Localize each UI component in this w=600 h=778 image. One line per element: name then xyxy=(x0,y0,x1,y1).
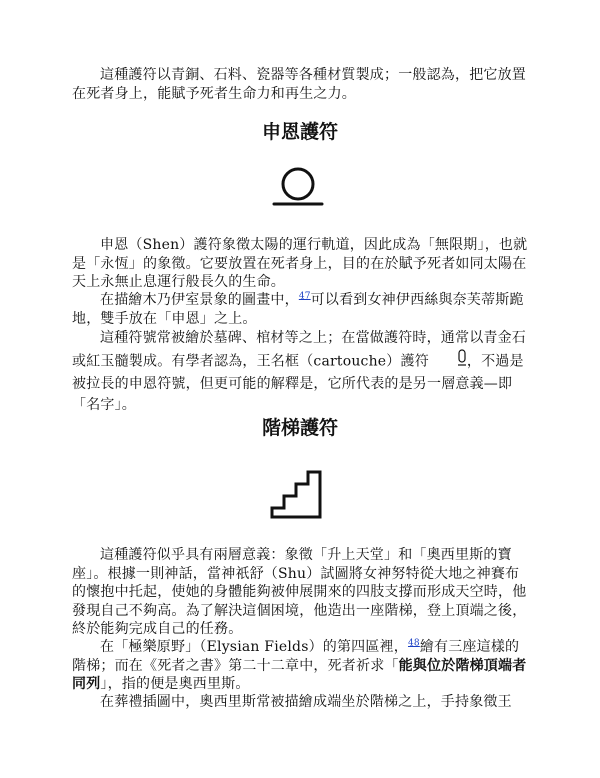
stairs-paragraph-2: 在「極樂原野」（Elysian Fields）的第四區裡，$^{48}$繪有三座這樣的階梯；而在《死者之書》第二十二章中，死者祈求「能與位於階梯頂端者同列」，指的便是奧西里斯。 xyxy=(72,638,527,692)
stairs-paragraph-1: 這種護符似乎具有兩層意義：象徵「升上天堂」和「奧西里斯的寶座」。根據一則神話，當神祇舒（Shu）試圖將女神努特從大地之神賽布的懷抱中托起，使她的身體能夠被伸展開來的四肢支撐而形成天空時，他發現自己不夠高。為了解決這個困境，他造出一座階梯，登上頂端之後，終於能夠完成自己的任務。 xyxy=(72,547,527,637)
shen-paragraph-2: 在描繪木乃伊室景象的圖畫中，$^{47}$可以看到女神伊西絲與奈芙蒂斯跪地，雙手放在「申恩」之上。 xyxy=(72,291,524,327)
staircase-icon xyxy=(268,462,330,522)
shen-paragraph-1: 申恩（Shen）護符象徵太陽的運行軌道，因此成為「無限期」，也就是「永恆」的象徵。它要放置在死者身上，目的在於賦予死者如同太陽在天上永無止息運行般長久的生命。 xyxy=(72,237,528,290)
footnote-ref-47[interactable]: 47 xyxy=(298,291,311,302)
section-heading-shen: 申恩護符 xyxy=(261,121,338,143)
bold-quote: 能與位於階梯頂端者同列 xyxy=(72,657,527,692)
intro-paragraph: 這種護符以青銅、石料、瓷器等各種材質製成；一般認為，把它放置在死者身上，能賦予死者生命力和再生之力。 xyxy=(72,67,526,102)
shen-paragraph-3: 這種符號常被繪於墓碑、棺材等之上；在當做護符時，通常以青金石或紅玉髓製成。有學者認為，王名框（cartouche）護符 ，不過是被拉長的申恩符號，但更可能的解釋是，它所代表的是另一層意義—即「名字」。 xyxy=(72,330,526,413)
footnote-ref-48[interactable]: 48 xyxy=(407,638,420,649)
cartouche-icon xyxy=(429,349,467,374)
section-heading-stairs: 階梯護符 xyxy=(261,417,338,439)
shen-ring-icon xyxy=(268,162,328,212)
stairs-paragraph-3: 在葬禮插圖中，奧西里斯常被描繪成端坐於階梯之上，手持象徵王 xyxy=(100,694,512,710)
